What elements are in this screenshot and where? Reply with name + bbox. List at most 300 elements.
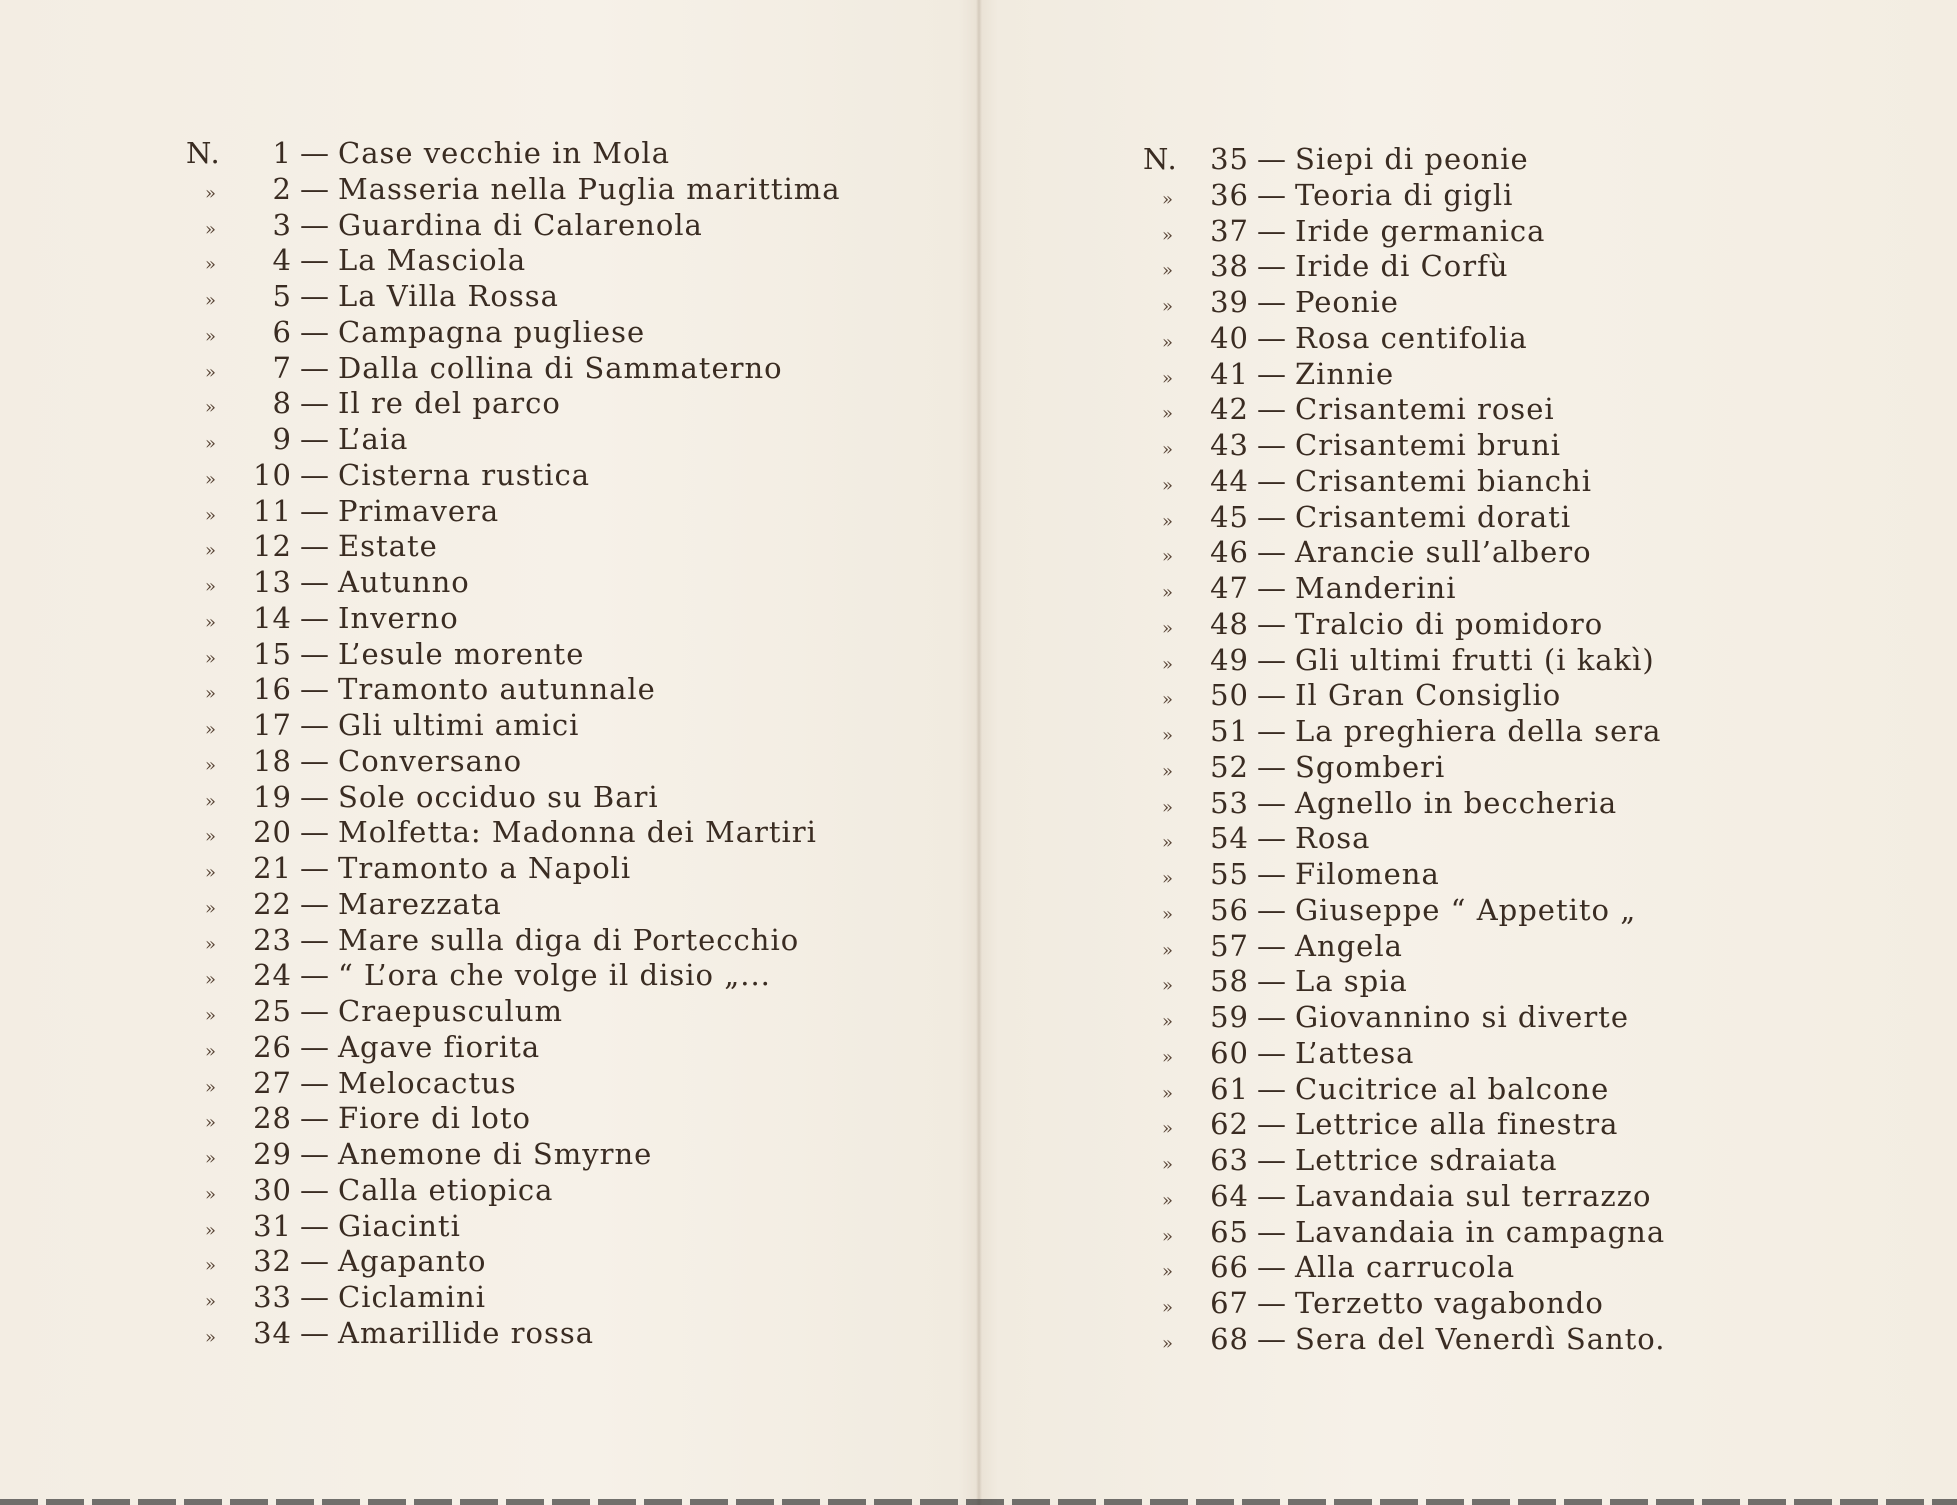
item-title: Peonie bbox=[1295, 285, 1399, 319]
item-number: 45 bbox=[1210, 499, 1249, 534]
ditto-mark: » bbox=[204, 576, 217, 597]
list-item bbox=[1143, 1072, 1903, 1108]
item-number: 52 bbox=[1210, 749, 1249, 784]
item-number: 3 bbox=[272, 207, 292, 242]
dash-separator: — bbox=[300, 350, 330, 385]
dash-separator: — bbox=[1257, 142, 1287, 176]
dash-separator: — bbox=[1257, 392, 1287, 427]
list-item bbox=[1143, 607, 1903, 643]
list-item bbox=[1143, 142, 1903, 178]
item-number: 67 bbox=[1210, 1286, 1249, 1320]
ditto-mark: » bbox=[1161, 439, 1174, 460]
dash-separator: — bbox=[1257, 642, 1287, 677]
ditto-mark: » bbox=[204, 325, 217, 347]
ditto-mark: » bbox=[1161, 1046, 1174, 1068]
ditto-mark: » bbox=[1161, 403, 1174, 425]
list-item bbox=[1143, 500, 1903, 536]
item-title: Estate bbox=[338, 529, 438, 564]
ditto-mark: » bbox=[204, 468, 217, 490]
item-title: Gli ultimi amici bbox=[338, 708, 580, 742]
item-title: Ciclamini bbox=[338, 1280, 486, 1314]
ditto-mark: » bbox=[204, 290, 217, 311]
item-number: 58 bbox=[1210, 964, 1249, 999]
ditto-mark: » bbox=[204, 683, 217, 705]
item-title: Melocactus bbox=[338, 1065, 517, 1100]
item-title: Masseria nella Puglia marittima bbox=[338, 171, 841, 206]
item-title: Cucitrice al balcone bbox=[1295, 1071, 1610, 1106]
item-number: 63 bbox=[1210, 1143, 1249, 1177]
ditto-mark: » bbox=[1161, 331, 1174, 353]
list-item bbox=[1143, 1322, 1903, 1358]
list-item bbox=[186, 780, 946, 816]
ditto-mark: » bbox=[1161, 617, 1174, 639]
list-item bbox=[1143, 1000, 1903, 1036]
item-number: 21 bbox=[253, 851, 292, 885]
dash-separator: — bbox=[300, 171, 330, 206]
ditto-mark: » bbox=[1161, 188, 1174, 210]
item-title: L’esule morente bbox=[338, 636, 585, 671]
ditto-mark: » bbox=[204, 790, 217, 812]
list-item bbox=[186, 1244, 946, 1280]
item-title: Lavandaia in campagna bbox=[1295, 1214, 1666, 1249]
item-title: Iride di Corfù bbox=[1295, 249, 1509, 284]
item-title: Sole occiduo su Bari bbox=[338, 779, 659, 814]
item-number: 15 bbox=[253, 636, 292, 671]
item-number: 56 bbox=[1210, 892, 1249, 927]
item-number: 10 bbox=[253, 457, 292, 492]
dash-separator: — bbox=[300, 922, 330, 957]
item-number: 30 bbox=[253, 1172, 292, 1207]
dash-separator: — bbox=[1257, 964, 1287, 999]
ditto-mark: » bbox=[1161, 296, 1174, 317]
item-number: 16 bbox=[253, 672, 292, 707]
dash-separator: — bbox=[300, 600, 330, 635]
list-item bbox=[1143, 357, 1903, 393]
dash-separator: — bbox=[1257, 785, 1287, 820]
item-number: 18 bbox=[253, 743, 292, 778]
ditto-mark: » bbox=[204, 1183, 217, 1205]
dash-separator: — bbox=[300, 886, 330, 921]
item-number: 31 bbox=[253, 1208, 292, 1243]
ditto-mark: » bbox=[1161, 796, 1174, 818]
item-number: 49 bbox=[1210, 642, 1249, 677]
item-title: Arancie sull’albero bbox=[1295, 535, 1592, 570]
item-number: 1 bbox=[272, 136, 292, 170]
ditto-mark: » bbox=[1161, 474, 1174, 496]
item-number: 34 bbox=[253, 1315, 292, 1350]
item-number: 32 bbox=[253, 1244, 292, 1279]
list-item bbox=[186, 601, 946, 637]
dash-separator: — bbox=[1257, 499, 1287, 534]
item-title: Sgomberi bbox=[1295, 749, 1446, 784]
ditto-mark: » bbox=[1161, 689, 1174, 711]
ditto-mark: » bbox=[204, 969, 217, 991]
item-title: Crisantemi rosei bbox=[1295, 392, 1555, 427]
item-title: Guardina di Calarenola bbox=[338, 207, 703, 242]
item-title: Inverno bbox=[338, 600, 459, 635]
list-item bbox=[186, 815, 946, 851]
item-number: 5 bbox=[272, 279, 292, 313]
ditto-mark: » bbox=[1161, 1011, 1174, 1032]
item-title: Tramonto a Napoli bbox=[338, 851, 632, 885]
item-number: 25 bbox=[253, 994, 292, 1028]
item-number: 27 bbox=[253, 1065, 292, 1100]
item-number: 6 bbox=[272, 314, 292, 349]
dash-separator: — bbox=[300, 1208, 330, 1243]
item-title: Teoria di gigli bbox=[1295, 177, 1514, 212]
list-item bbox=[186, 172, 946, 208]
list-item bbox=[1143, 535, 1903, 571]
dash-separator: — bbox=[300, 493, 330, 528]
dash-separator: — bbox=[300, 708, 330, 742]
dash-separator: — bbox=[1257, 1035, 1287, 1070]
dash-separator: — bbox=[300, 1244, 330, 1279]
list-item bbox=[186, 1280, 946, 1316]
ditto-mark: » bbox=[204, 611, 217, 633]
item-title: Campagna pugliese bbox=[338, 314, 646, 349]
item-number: 50 bbox=[1210, 678, 1249, 713]
dash-separator: — bbox=[300, 279, 330, 313]
item-title: Giovannino si diverte bbox=[1295, 1000, 1629, 1034]
item-title: Lettrice alla finestra bbox=[1295, 1107, 1619, 1142]
ditto-mark: » bbox=[204, 1005, 217, 1026]
item-number: 9 bbox=[272, 422, 292, 456]
item-title: Rosa centifolia bbox=[1295, 320, 1528, 355]
list-item bbox=[186, 136, 946, 172]
list-item bbox=[186, 923, 946, 959]
dash-separator: — bbox=[1257, 1178, 1287, 1213]
item-number: 60 bbox=[1210, 1035, 1249, 1070]
list-item bbox=[186, 744, 946, 780]
list-item bbox=[1143, 1107, 1903, 1143]
item-number: 57 bbox=[1210, 928, 1249, 963]
list-item bbox=[186, 458, 946, 494]
ditto-mark: » bbox=[1161, 1332, 1174, 1354]
item-number: 33 bbox=[253, 1280, 292, 1314]
list-item bbox=[186, 994, 946, 1030]
item-number: 42 bbox=[1210, 392, 1249, 427]
ditto-mark: » bbox=[204, 1255, 217, 1277]
dash-separator: — bbox=[300, 1172, 330, 1207]
dash-separator: — bbox=[300, 1029, 330, 1064]
list-item bbox=[186, 1173, 946, 1209]
item-title: Amarillide rossa bbox=[338, 1315, 595, 1350]
dash-separator: — bbox=[1257, 857, 1287, 891]
list-item bbox=[1143, 428, 1903, 464]
item-number: 46 bbox=[1210, 535, 1249, 570]
dash-separator: — bbox=[1257, 821, 1287, 856]
ditto-mark: » bbox=[204, 647, 217, 669]
ditto-mark: » bbox=[204, 218, 217, 240]
ditto-mark: » bbox=[204, 540, 217, 562]
item-number: 7 bbox=[272, 350, 292, 385]
item-number: 26 bbox=[253, 1029, 292, 1064]
list-item bbox=[1143, 464, 1903, 500]
ditto-mark: » bbox=[204, 897, 217, 919]
dash-separator: — bbox=[1257, 285, 1287, 319]
list-item bbox=[1143, 750, 1903, 786]
item-title: Sera del Venerdì Santo. bbox=[1295, 1321, 1666, 1356]
dash-separator: — bbox=[1257, 320, 1287, 355]
torn-bottom-edge bbox=[0, 1499, 1957, 1505]
list-item bbox=[1143, 857, 1903, 893]
dash-separator: — bbox=[1257, 678, 1287, 713]
item-title: Terzetto vagabondo bbox=[1295, 1286, 1604, 1320]
list-item bbox=[186, 422, 946, 458]
item-title: Dalla collina di Sammaterno bbox=[338, 350, 783, 385]
item-title: “ L’ora che volge il disio „... bbox=[338, 958, 771, 993]
right-page-list bbox=[1143, 142, 1903, 1358]
ditto-mark: » bbox=[204, 1040, 217, 1062]
list-item bbox=[1143, 178, 1903, 214]
item-number: 68 bbox=[1210, 1321, 1249, 1356]
list-item bbox=[1143, 678, 1903, 714]
ditto-mark: » bbox=[204, 504, 217, 526]
item-title: Primavera bbox=[338, 493, 500, 528]
ditto-mark: » bbox=[1161, 260, 1174, 282]
item-number: 64 bbox=[1210, 1178, 1249, 1213]
dash-separator: — bbox=[300, 529, 330, 564]
list-item bbox=[1143, 214, 1903, 250]
dash-separator: — bbox=[1257, 177, 1287, 212]
item-number: 14 bbox=[253, 600, 292, 635]
dash-separator: — bbox=[300, 1101, 330, 1136]
left-page-list bbox=[186, 136, 946, 1352]
item-title: Giuseppe “ Appetito „ bbox=[1295, 892, 1637, 927]
list-item bbox=[186, 887, 946, 923]
item-title: Gli ultimi frutti (i kakì) bbox=[1295, 642, 1655, 677]
ditto-mark: » bbox=[1161, 1297, 1174, 1318]
ditto-mark: » bbox=[1161, 1261, 1174, 1283]
item-title: Crisantemi dorati bbox=[1295, 499, 1572, 534]
item-title: Mare sulla diga di Portecchio bbox=[338, 922, 800, 957]
item-title: Agapanto bbox=[338, 1244, 487, 1279]
item-title: Cisterna rustica bbox=[338, 457, 591, 492]
item-title: L’aia bbox=[338, 422, 409, 456]
ditto-mark: » bbox=[204, 754, 217, 776]
list-item bbox=[186, 208, 946, 244]
item-number: 35 bbox=[1210, 142, 1249, 176]
dash-separator: — bbox=[300, 743, 330, 778]
item-number: 29 bbox=[253, 1137, 292, 1171]
item-title: Alla carrucola bbox=[1295, 1250, 1516, 1285]
dash-separator: — bbox=[300, 243, 330, 278]
item-number: 13 bbox=[253, 565, 292, 599]
item-title: L’attesa bbox=[1295, 1035, 1415, 1070]
item-number: 4 bbox=[272, 243, 292, 278]
item-title: Conversano bbox=[338, 743, 523, 778]
item-number: 48 bbox=[1210, 606, 1249, 641]
ditto-mark: » bbox=[1161, 939, 1174, 961]
ditto-mark: » bbox=[1161, 224, 1174, 246]
list-item bbox=[186, 1137, 946, 1173]
item-title: Manderini bbox=[1295, 571, 1457, 605]
list-item bbox=[1143, 1143, 1903, 1179]
dash-separator: — bbox=[1257, 1071, 1287, 1106]
dash-separator: — bbox=[1257, 428, 1287, 462]
dash-separator: — bbox=[1257, 571, 1287, 605]
list-item bbox=[186, 565, 946, 601]
item-number: 47 bbox=[1210, 571, 1249, 605]
ditto-mark: » bbox=[204, 1326, 217, 1348]
ditto-mark: » bbox=[1161, 1225, 1174, 1247]
dash-separator: — bbox=[300, 1065, 330, 1100]
item-number: 51 bbox=[1210, 714, 1249, 748]
item-title: Tramonto autunnale bbox=[338, 672, 656, 707]
ditto-mark: » bbox=[1161, 725, 1174, 746]
dash-separator: — bbox=[1257, 1321, 1287, 1356]
item-number: 53 bbox=[1210, 785, 1249, 820]
list-item bbox=[186, 315, 946, 351]
dash-separator: — bbox=[1257, 928, 1287, 963]
list-item bbox=[1143, 786, 1903, 822]
item-number: 38 bbox=[1210, 249, 1249, 284]
item-number: 66 bbox=[1210, 1250, 1249, 1285]
item-number: 59 bbox=[1210, 1000, 1249, 1034]
list-item bbox=[186, 708, 946, 744]
dash-separator: — bbox=[1257, 1000, 1287, 1034]
list-item bbox=[1143, 643, 1903, 679]
list-item bbox=[1143, 1250, 1903, 1286]
list-item bbox=[1143, 714, 1903, 750]
list-item bbox=[186, 243, 946, 279]
item-title: Giacinti bbox=[338, 1208, 461, 1243]
item-number: 2 bbox=[272, 171, 292, 206]
list-item bbox=[186, 529, 946, 565]
dash-separator: — bbox=[1257, 356, 1287, 391]
dash-separator: — bbox=[300, 636, 330, 671]
dash-separator: — bbox=[300, 136, 330, 170]
item-title: Angela bbox=[1295, 928, 1403, 963]
item-title: Crisantemi bruni bbox=[1295, 428, 1562, 462]
dash-separator: — bbox=[1257, 749, 1287, 784]
item-title: Marezzata bbox=[338, 886, 502, 921]
ditto-mark: » bbox=[1161, 1082, 1174, 1104]
item-title: Agave fiorita bbox=[338, 1029, 541, 1064]
list-item bbox=[1143, 964, 1903, 1000]
dash-separator: — bbox=[1257, 535, 1287, 570]
dash-separator: — bbox=[300, 1137, 330, 1171]
item-number: 12 bbox=[253, 529, 292, 564]
list-item bbox=[186, 1101, 946, 1137]
ditto-mark: » bbox=[1161, 582, 1174, 603]
ditto-mark: » bbox=[204, 862, 217, 883]
dash-separator: — bbox=[1257, 1286, 1287, 1320]
item-number: 36 bbox=[1210, 177, 1249, 212]
number-prefix: N. bbox=[186, 136, 221, 170]
dash-separator: — bbox=[1257, 714, 1287, 748]
item-title: Case vecchie in Mola bbox=[338, 136, 670, 170]
item-title: Autunno bbox=[338, 565, 470, 599]
list-item bbox=[186, 851, 946, 887]
list-item bbox=[1143, 1215, 1903, 1251]
list-item bbox=[1143, 249, 1903, 285]
item-title: La Villa Rossa bbox=[338, 279, 559, 313]
ditto-mark: » bbox=[204, 1219, 217, 1241]
list-item bbox=[1143, 929, 1903, 965]
list-item bbox=[186, 637, 946, 673]
ditto-mark: » bbox=[1161, 510, 1174, 532]
dash-separator: — bbox=[300, 457, 330, 492]
dash-separator: — bbox=[300, 1315, 330, 1350]
item-title: Zinnie bbox=[1295, 356, 1395, 391]
item-title: La preghiera della sera bbox=[1295, 714, 1662, 748]
list-item bbox=[186, 351, 946, 387]
item-number: 40 bbox=[1210, 320, 1249, 355]
dash-separator: — bbox=[300, 314, 330, 349]
list-item bbox=[186, 958, 946, 994]
list-item bbox=[1143, 571, 1903, 607]
ditto-mark: » bbox=[1161, 832, 1174, 854]
list-item bbox=[186, 1209, 946, 1245]
dash-separator: — bbox=[1257, 606, 1287, 641]
dash-separator: — bbox=[1257, 1107, 1287, 1142]
item-title: Siepi di peonie bbox=[1295, 142, 1529, 176]
item-number: 22 bbox=[253, 886, 292, 921]
item-title: Il Gran Consiglio bbox=[1295, 678, 1562, 713]
ditto-mark: » bbox=[204, 1112, 217, 1134]
ditto-mark: » bbox=[1161, 546, 1174, 568]
list-item bbox=[1143, 821, 1903, 857]
item-title: Fiore di loto bbox=[338, 1101, 532, 1136]
list-item bbox=[186, 672, 946, 708]
ditto-mark: » bbox=[204, 433, 217, 454]
list-item bbox=[1143, 392, 1903, 428]
item-title: La spia bbox=[1295, 964, 1408, 999]
dash-separator: — bbox=[1257, 1214, 1287, 1249]
ditto-mark: » bbox=[1161, 903, 1174, 925]
ditto-mark: » bbox=[204, 254, 217, 276]
item-number: 17 bbox=[253, 708, 292, 742]
item-number: 62 bbox=[1210, 1107, 1249, 1142]
item-title: La Masciola bbox=[338, 243, 527, 278]
dash-separator: — bbox=[1257, 463, 1287, 498]
item-number: 23 bbox=[253, 922, 292, 957]
dash-separator: — bbox=[300, 672, 330, 707]
list-item bbox=[1143, 321, 1903, 357]
item-title: Il re del parco bbox=[338, 386, 561, 421]
item-title: Rosa bbox=[1295, 821, 1371, 856]
item-number: 19 bbox=[253, 779, 292, 814]
dash-separator: — bbox=[300, 1280, 330, 1314]
item-title: Anemone di Smyrne bbox=[338, 1137, 653, 1171]
number-prefix: N. bbox=[1143, 142, 1178, 176]
center-fold bbox=[976, 0, 982, 1505]
ditto-mark: » bbox=[204, 933, 217, 955]
ditto-mark: » bbox=[204, 397, 217, 419]
list-item bbox=[1143, 1286, 1903, 1322]
ditto-mark: » bbox=[1161, 1118, 1174, 1140]
item-title: Iride germanica bbox=[1295, 213, 1546, 248]
item-number: 28 bbox=[253, 1101, 292, 1136]
dash-separator: — bbox=[300, 779, 330, 814]
item-number: 11 bbox=[253, 493, 292, 528]
list-item bbox=[1143, 1036, 1903, 1072]
item-title: Craepusculum bbox=[338, 994, 563, 1028]
list-item bbox=[186, 279, 946, 315]
ditto-mark: » bbox=[1161, 760, 1174, 782]
dash-separator: — bbox=[300, 815, 330, 850]
item-title: Lettrice sdraiata bbox=[1295, 1143, 1558, 1177]
item-title: Lavandaia sul terrazzo bbox=[1295, 1178, 1652, 1213]
ditto-mark: » bbox=[204, 1291, 217, 1312]
dash-separator: — bbox=[300, 565, 330, 599]
dash-separator: — bbox=[1257, 1143, 1287, 1177]
item-number: 61 bbox=[1210, 1071, 1249, 1106]
list-item bbox=[186, 1030, 946, 1066]
item-title: Tralcio di pomidoro bbox=[1295, 606, 1604, 641]
list-item bbox=[186, 386, 946, 422]
